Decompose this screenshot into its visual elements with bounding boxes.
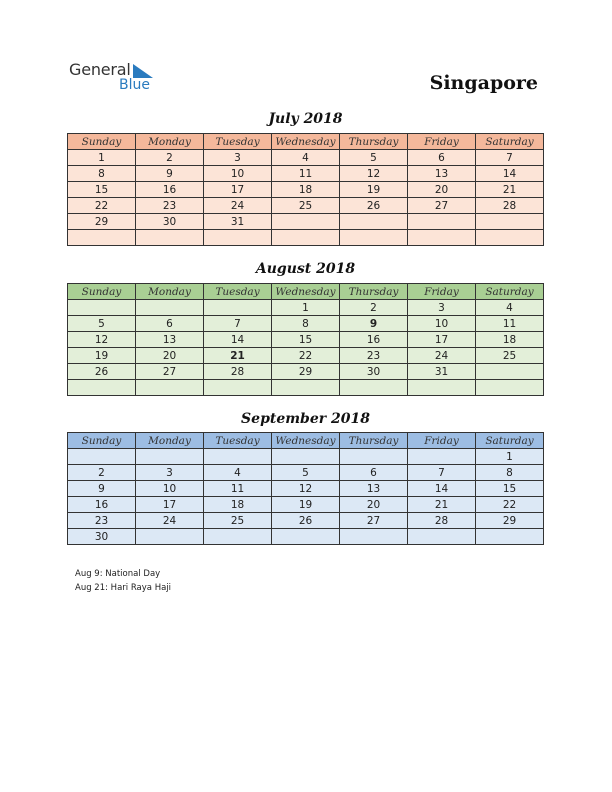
day-cell: 31	[408, 364, 476, 380]
day-cell: 19	[68, 348, 136, 364]
week-row	[68, 465, 544, 481]
logo-word-blue: Blue	[119, 77, 150, 93]
day-cell: 24	[136, 513, 204, 529]
empty-day-cell	[136, 300, 204, 316]
day-cell: 13	[136, 332, 204, 348]
day-cell: 20	[340, 497, 408, 513]
weekday-header-row	[68, 134, 544, 150]
empty-day-cell	[272, 380, 340, 396]
day-cell: 20	[408, 182, 476, 198]
triangle-logo-icon	[133, 64, 153, 78]
empty-day-cell	[136, 449, 204, 465]
empty-day-cell	[272, 214, 340, 230]
day-cell: 27	[136, 364, 204, 380]
empty-day-cell	[204, 230, 272, 246]
week-row	[68, 380, 544, 396]
weekday-saturday: Saturday	[476, 284, 544, 300]
month-title-july: July 2018	[268, 111, 343, 127]
day-cell: 21	[408, 497, 476, 513]
holiday-note: Aug 21: Hari Raya Haji	[75, 583, 172, 593]
day-cell: 16	[136, 182, 204, 198]
day-cell: 21	[476, 182, 544, 198]
empty-day-cell	[476, 214, 544, 230]
weekday-thursday: Thursday	[340, 433, 408, 449]
empty-day-cell	[204, 300, 272, 316]
day-cell: 7	[408, 465, 476, 481]
day-cell: 7	[204, 316, 272, 332]
day-cell: 17	[408, 332, 476, 348]
day-cell: 10	[204, 166, 272, 182]
day-cell: 16	[340, 332, 408, 348]
day-cell: 1	[272, 300, 340, 316]
day-cell: 25	[476, 348, 544, 364]
day-cell: 14	[408, 481, 476, 497]
week-row	[68, 364, 544, 380]
holiday-note: Aug 9: National Day	[75, 569, 161, 579]
week-row	[68, 513, 544, 529]
brand-logo	[69, 60, 169, 96]
day-cell: 16	[68, 497, 136, 513]
holiday-day-cell: 21	[204, 348, 272, 364]
day-cell: 17	[204, 182, 272, 198]
day-cell: 10	[136, 481, 204, 497]
weekday-tuesday: Tuesday	[204, 284, 272, 300]
empty-day-cell	[408, 380, 476, 396]
weekday-saturday: Saturday	[476, 134, 544, 150]
weekday-sunday: Sunday	[68, 284, 136, 300]
weekday-saturday: Saturday	[476, 433, 544, 449]
weekday-monday: Monday	[136, 134, 204, 150]
week-row	[68, 348, 544, 364]
day-cell: 9	[136, 166, 204, 182]
day-cell: 2	[340, 300, 408, 316]
empty-day-cell	[340, 529, 408, 545]
day-cell: 9	[68, 481, 136, 497]
weekday-monday: Monday	[136, 284, 204, 300]
day-cell: 3	[408, 300, 476, 316]
day-cell: 12	[68, 332, 136, 348]
calendar-body	[68, 300, 544, 396]
day-cell: 19	[340, 182, 408, 198]
empty-day-cell	[136, 380, 204, 396]
day-cell: 15	[272, 332, 340, 348]
day-cell: 11	[272, 166, 340, 182]
weekday-header-row	[68, 284, 544, 300]
weekday-friday: Friday	[408, 433, 476, 449]
day-cell: 17	[136, 497, 204, 513]
day-cell: 13	[340, 481, 408, 497]
week-row	[68, 214, 544, 230]
empty-day-cell	[68, 300, 136, 316]
empty-day-cell	[408, 449, 476, 465]
day-cell: 23	[68, 513, 136, 529]
day-cell: 2	[136, 150, 204, 166]
empty-day-cell	[340, 230, 408, 246]
empty-day-cell	[476, 230, 544, 246]
week-row	[68, 198, 544, 214]
day-cell: 27	[340, 513, 408, 529]
day-cell: 18	[476, 332, 544, 348]
day-cell: 3	[136, 465, 204, 481]
day-cell: 12	[340, 166, 408, 182]
day-cell: 28	[204, 364, 272, 380]
day-cell: 15	[476, 481, 544, 497]
empty-day-cell	[204, 449, 272, 465]
day-cell: 29	[68, 214, 136, 230]
day-cell: 6	[408, 150, 476, 166]
empty-day-cell	[68, 380, 136, 396]
empty-day-cell	[68, 449, 136, 465]
empty-day-cell	[204, 380, 272, 396]
week-row	[68, 150, 544, 166]
weekday-friday: Friday	[408, 284, 476, 300]
empty-day-cell	[340, 380, 408, 396]
day-cell: 19	[272, 497, 340, 513]
day-cell: 8	[68, 166, 136, 182]
day-cell: 4	[204, 465, 272, 481]
calendar-july	[67, 133, 544, 246]
week-row	[68, 182, 544, 198]
weekday-sunday: Sunday	[68, 433, 136, 449]
empty-day-cell	[408, 214, 476, 230]
week-row	[68, 449, 544, 465]
day-cell: 15	[68, 182, 136, 198]
weekday-tuesday: Tuesday	[204, 433, 272, 449]
day-cell: 11	[204, 481, 272, 497]
day-cell: 7	[476, 150, 544, 166]
holiday-notes	[75, 567, 171, 595]
day-cell: 5	[340, 150, 408, 166]
day-cell: 18	[204, 497, 272, 513]
day-cell: 6	[136, 316, 204, 332]
day-cell: 30	[68, 529, 136, 545]
day-cell: 22	[272, 348, 340, 364]
day-cell: 10	[408, 316, 476, 332]
day-cell: 23	[136, 198, 204, 214]
week-row	[68, 300, 544, 316]
week-row	[68, 497, 544, 513]
day-cell: 4	[476, 300, 544, 316]
day-cell: 11	[476, 316, 544, 332]
month-title-august: August 2018	[255, 261, 356, 277]
calendar-september	[67, 432, 544, 545]
day-cell: 5	[272, 465, 340, 481]
day-cell: 6	[340, 465, 408, 481]
empty-day-cell	[136, 529, 204, 545]
day-cell: 13	[408, 166, 476, 182]
month-title-september: September 2018	[241, 411, 370, 427]
week-row	[68, 166, 544, 182]
week-row	[68, 230, 544, 246]
calendar-body	[68, 449, 544, 545]
weekday-wednesday: Wednesday	[272, 134, 340, 150]
empty-day-cell	[340, 449, 408, 465]
day-cell: 2	[68, 465, 136, 481]
empty-day-cell	[408, 230, 476, 246]
day-cell: 22	[476, 497, 544, 513]
country-title: Singapore	[429, 72, 538, 94]
calendar-body	[68, 150, 544, 246]
weekday-wednesday: Wednesday	[272, 433, 340, 449]
day-cell: 14	[204, 332, 272, 348]
day-cell: 27	[408, 198, 476, 214]
weekday-friday: Friday	[408, 134, 476, 150]
day-cell: 4	[272, 150, 340, 166]
weekday-wednesday: Wednesday	[272, 284, 340, 300]
empty-day-cell	[272, 230, 340, 246]
logo-word-general: General	[69, 60, 131, 79]
day-cell: 8	[476, 465, 544, 481]
day-cell: 29	[476, 513, 544, 529]
empty-day-cell	[340, 214, 408, 230]
weekday-thursday: Thursday	[340, 284, 408, 300]
day-cell: 31	[204, 214, 272, 230]
day-cell: 3	[204, 150, 272, 166]
day-cell: 28	[476, 198, 544, 214]
day-cell: 23	[340, 348, 408, 364]
day-cell: 26	[272, 513, 340, 529]
weekday-monday: Monday	[136, 433, 204, 449]
day-cell: 20	[136, 348, 204, 364]
empty-day-cell	[476, 529, 544, 545]
day-cell: 24	[408, 348, 476, 364]
empty-day-cell	[272, 449, 340, 465]
week-row	[68, 316, 544, 332]
empty-day-cell	[476, 364, 544, 380]
day-cell: 26	[68, 364, 136, 380]
empty-day-cell	[68, 230, 136, 246]
holiday-day-cell: 9	[340, 316, 408, 332]
calendar-august	[67, 283, 544, 396]
day-cell: 28	[408, 513, 476, 529]
day-cell: 1	[476, 449, 544, 465]
day-cell: 14	[476, 166, 544, 182]
day-cell: 24	[204, 198, 272, 214]
weekday-thursday: Thursday	[340, 134, 408, 150]
day-cell: 1	[68, 150, 136, 166]
day-cell: 5	[68, 316, 136, 332]
day-cell: 18	[272, 182, 340, 198]
empty-day-cell	[272, 529, 340, 545]
empty-day-cell	[204, 529, 272, 545]
empty-day-cell	[476, 380, 544, 396]
day-cell: 30	[136, 214, 204, 230]
empty-day-cell	[408, 529, 476, 545]
week-row	[68, 481, 544, 497]
day-cell: 8	[272, 316, 340, 332]
day-cell: 26	[340, 198, 408, 214]
weekday-sunday: Sunday	[68, 134, 136, 150]
day-cell: 30	[340, 364, 408, 380]
day-cell: 22	[68, 198, 136, 214]
day-cell: 25	[272, 198, 340, 214]
empty-day-cell	[136, 230, 204, 246]
weekday-tuesday: Tuesday	[204, 134, 272, 150]
week-row	[68, 529, 544, 545]
weekday-header-row	[68, 433, 544, 449]
day-cell: 12	[272, 481, 340, 497]
day-cell: 25	[204, 513, 272, 529]
day-cell: 29	[272, 364, 340, 380]
week-row	[68, 332, 544, 348]
